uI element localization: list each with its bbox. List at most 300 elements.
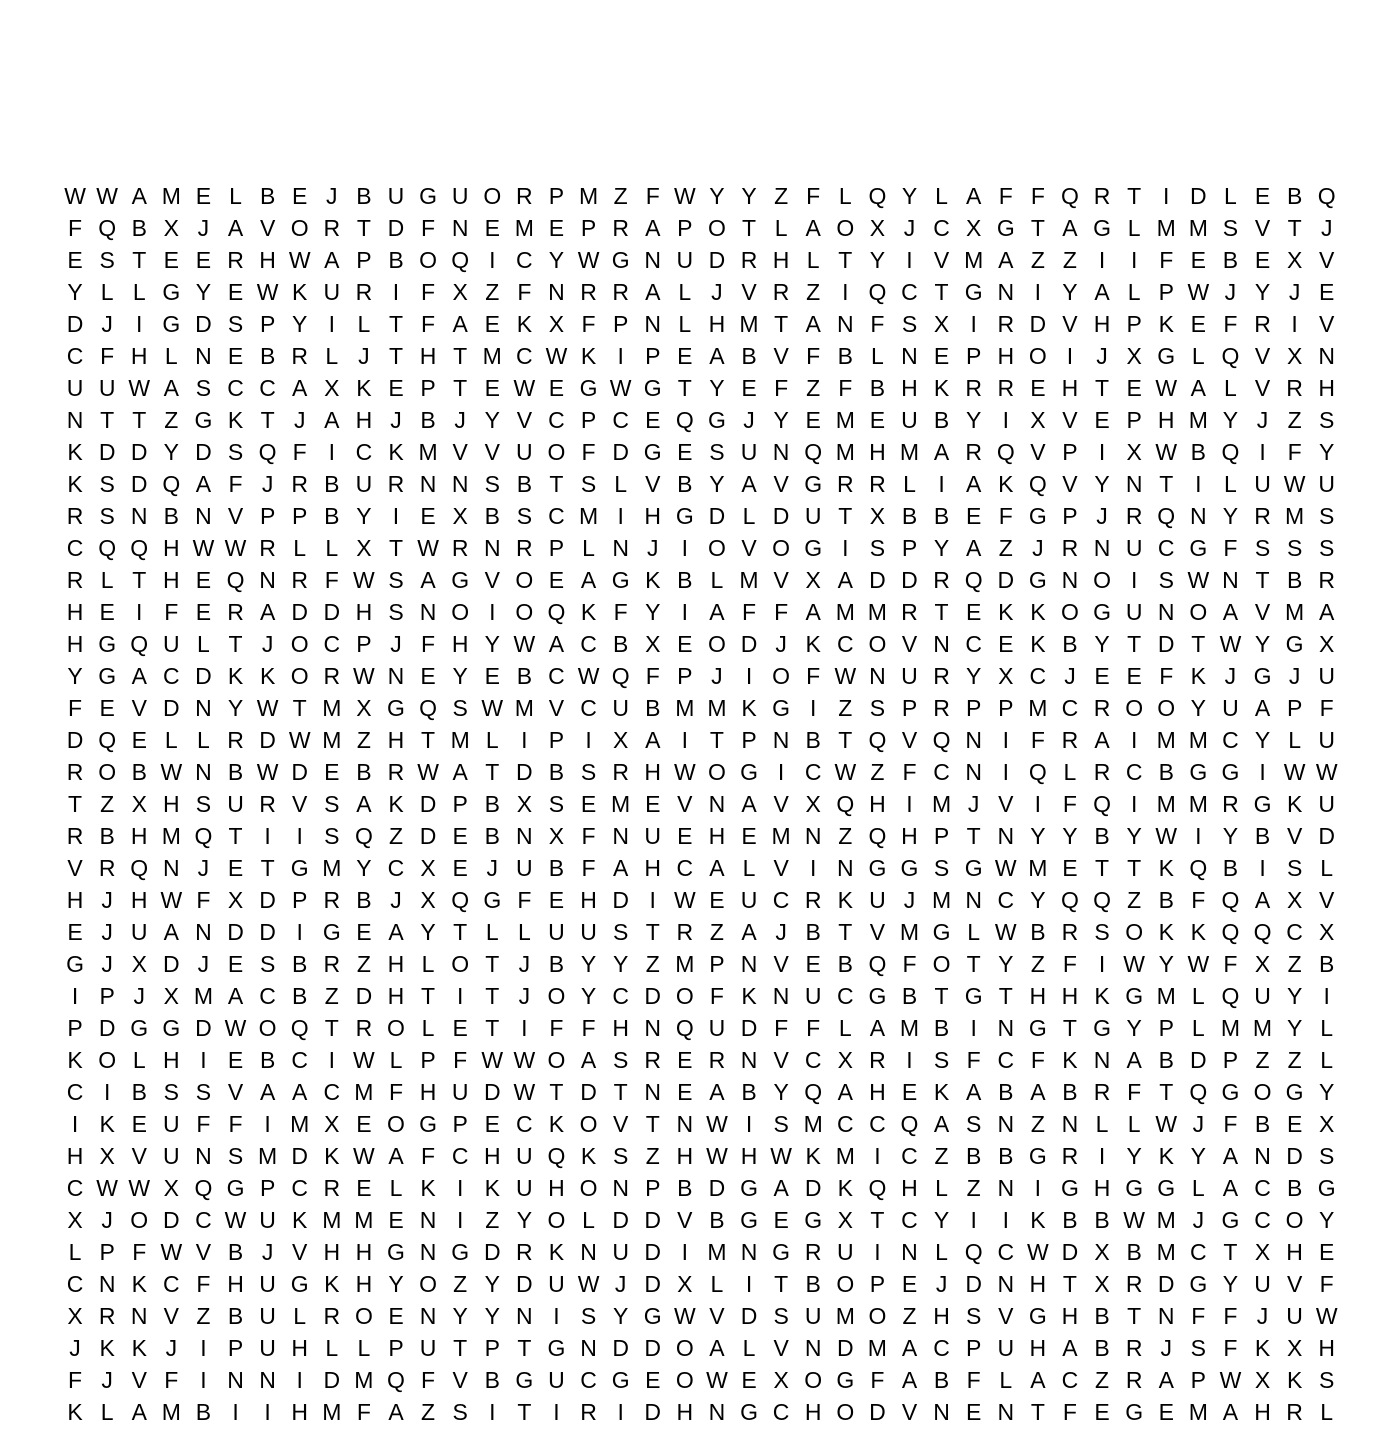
- letter-cell[interactable]: S: [452, 695, 468, 721]
- letter-cell[interactable]: W: [256, 695, 279, 721]
- letter-cell[interactable]: F: [581, 855, 596, 881]
- letter-cell[interactable]: Q: [1189, 1079, 1208, 1105]
- letter-cell[interactable]: J: [711, 279, 723, 305]
- letter-cell[interactable]: V: [292, 791, 308, 817]
- letter-cell[interactable]: M: [258, 1143, 278, 1169]
- letter-cell[interactable]: O: [1061, 599, 1079, 625]
- letter-cell[interactable]: I: [617, 503, 624, 529]
- letter-cell[interactable]: I: [1098, 439, 1106, 465]
- letter-cell[interactable]: Y: [356, 855, 372, 881]
- letter-cell[interactable]: Q: [162, 471, 181, 497]
- letter-cell[interactable]: P: [259, 1175, 276, 1201]
- letter-cell[interactable]: C: [548, 407, 565, 433]
- letter-cell[interactable]: X: [227, 887, 244, 913]
- letter-cell[interactable]: A: [259, 599, 276, 625]
- letter-cell[interactable]: X: [1126, 343, 1142, 369]
- letter-cell[interactable]: S: [933, 855, 950, 881]
- letter-cell[interactable]: H: [740, 1143, 758, 1169]
- letter-cell[interactable]: P: [580, 407, 597, 433]
- letter-cell[interactable]: U: [66, 375, 84, 401]
- letter-cell[interactable]: Y: [1126, 823, 1142, 849]
- letter-cell[interactable]: A: [580, 1047, 597, 1073]
- letter-cell[interactable]: W: [128, 1175, 151, 1201]
- letter-cell[interactable]: N: [965, 887, 982, 913]
- letter-cell[interactable]: E: [1319, 1239, 1335, 1265]
- letter-cell[interactable]: W: [160, 887, 183, 913]
- letter-cell[interactable]: T: [838, 919, 853, 945]
- letter-cell[interactable]: D: [644, 1271, 662, 1297]
- letter-cell[interactable]: S: [195, 1079, 212, 1105]
- letter-cell[interactable]: B: [1222, 247, 1239, 273]
- letter-cell[interactable]: S: [1319, 1367, 1335, 1393]
- letter-cell[interactable]: D: [612, 1335, 629, 1361]
- letter-cell[interactable]: B: [259, 343, 276, 369]
- letter-cell[interactable]: T: [485, 759, 500, 785]
- letter-cell[interactable]: X: [548, 311, 565, 337]
- letter-cell[interactable]: H: [130, 823, 148, 849]
- letter-cell[interactable]: H: [869, 1079, 886, 1105]
- letter-cell[interactable]: B: [741, 343, 757, 369]
- letter-cell[interactable]: M: [1156, 215, 1176, 241]
- letter-cell[interactable]: R: [869, 1047, 886, 1073]
- letter-cell[interactable]: O: [932, 951, 951, 977]
- letter-cell[interactable]: N: [1093, 535, 1111, 561]
- letter-cell[interactable]: D: [66, 311, 84, 337]
- letter-cell[interactable]: Q: [1028, 759, 1047, 785]
- letter-cell[interactable]: A: [966, 183, 982, 209]
- letter-cell[interactable]: F: [1223, 1111, 1238, 1137]
- letter-cell[interactable]: T: [934, 983, 949, 1009]
- letter-cell[interactable]: X: [645, 631, 661, 657]
- letter-cell[interactable]: K: [1190, 663, 1206, 689]
- letter-cell[interactable]: A: [163, 919, 179, 945]
- letter-cell[interactable]: R: [98, 855, 116, 881]
- letter-cell[interactable]: U: [323, 279, 341, 305]
- letter-cell[interactable]: C: [291, 1175, 309, 1201]
- letter-cell[interactable]: D: [1157, 631, 1175, 657]
- letter-cell[interactable]: A: [324, 247, 340, 273]
- letter-cell[interactable]: S: [933, 1047, 950, 1073]
- letter-cell[interactable]: Y: [227, 695, 244, 721]
- letter-cell[interactable]: R: [676, 919, 694, 945]
- letter-cell[interactable]: S: [227, 1143, 244, 1169]
- letter-cell[interactable]: X: [869, 503, 886, 529]
- letter-cell[interactable]: Y: [1222, 407, 1239, 433]
- letter-cell[interactable]: T: [741, 215, 757, 241]
- letter-cell[interactable]: T: [324, 1015, 339, 1041]
- letter-cell[interactable]: K: [1030, 631, 1046, 657]
- letter-cell[interactable]: N: [997, 1015, 1015, 1041]
- letter-cell[interactable]: P: [645, 1175, 661, 1201]
- letter-cell[interactable]: N: [772, 983, 790, 1009]
- letter-cell[interactable]: L: [838, 183, 852, 209]
- letter-cell[interactable]: E: [388, 1207, 404, 1233]
- letter-cell[interactable]: G: [322, 919, 341, 945]
- letter-cell[interactable]: Q: [1061, 183, 1079, 209]
- letter-cell[interactable]: C: [933, 215, 950, 241]
- letter-cell[interactable]: C: [933, 759, 950, 785]
- letter-cell[interactable]: G: [483, 887, 502, 913]
- letter-cell[interactable]: Y: [163, 439, 179, 465]
- letter-cell[interactable]: M: [1188, 215, 1208, 241]
- letter-cell[interactable]: D: [195, 663, 212, 689]
- letter-cell[interactable]: S: [99, 471, 115, 497]
- letter-cell[interactable]: X: [356, 695, 372, 721]
- letter-cell[interactable]: J: [1288, 663, 1301, 689]
- letter-cell[interactable]: P: [1062, 503, 1078, 529]
- letter-cell[interactable]: B: [516, 663, 533, 689]
- letter-cell[interactable]: G: [162, 311, 181, 337]
- letter-cell[interactable]: H: [1318, 1335, 1336, 1361]
- letter-cell[interactable]: M: [835, 407, 855, 433]
- letter-cell[interactable]: W: [160, 1239, 183, 1265]
- letter-cell[interactable]: P: [1222, 1047, 1239, 1073]
- letter-cell[interactable]: D: [483, 1079, 501, 1105]
- letter-cell[interactable]: M: [161, 183, 181, 209]
- letter-cell[interactable]: H: [355, 407, 373, 433]
- letter-cell[interactable]: C: [516, 343, 533, 369]
- letter-cell[interactable]: G: [643, 375, 662, 401]
- letter-cell[interactable]: L: [614, 471, 628, 497]
- letter-cell[interactable]: R: [1125, 1335, 1143, 1361]
- letter-cell[interactable]: F: [100, 343, 115, 369]
- letter-cell[interactable]: H: [419, 343, 437, 369]
- letter-cell[interactable]: G: [1061, 1175, 1079, 1201]
- letter-cell[interactable]: B: [837, 951, 853, 977]
- letter-cell[interactable]: R: [355, 279, 373, 305]
- letter-cell[interactable]: W: [513, 1079, 536, 1105]
- letter-cell[interactable]: X: [933, 311, 950, 337]
- letter-cell[interactable]: F: [132, 1239, 147, 1265]
- letter-cell[interactable]: Q: [868, 823, 887, 849]
- letter-cell[interactable]: Z: [1255, 1047, 1270, 1073]
- letter-cell[interactable]: C: [1254, 1175, 1271, 1201]
- letter-cell[interactable]: M: [482, 343, 502, 369]
- letter-cell[interactable]: F: [1223, 1335, 1238, 1361]
- letter-cell[interactable]: Q: [1093, 887, 1111, 913]
- letter-cell[interactable]: H: [163, 791, 180, 817]
- letter-cell[interactable]: K: [837, 1175, 853, 1201]
- letter-cell[interactable]: W: [545, 343, 568, 369]
- letter-cell[interactable]: Y: [709, 183, 725, 209]
- letter-cell[interactable]: D: [323, 1367, 341, 1393]
- letter-cell[interactable]: N: [163, 855, 180, 881]
- letter-cell[interactable]: K: [67, 1399, 83, 1425]
- letter-cell[interactable]: D: [323, 599, 341, 625]
- letter-cell[interactable]: S: [195, 791, 212, 817]
- letter-cell[interactable]: B: [741, 1079, 757, 1105]
- letter-cell[interactable]: Q: [996, 439, 1015, 465]
- letter-cell[interactable]: G: [1125, 983, 1144, 1009]
- letter-cell[interactable]: V: [1286, 1271, 1303, 1297]
- letter-cell[interactable]: C: [612, 983, 629, 1009]
- letter-cell[interactable]: I: [1130, 247, 1138, 273]
- letter-cell[interactable]: D: [291, 1143, 309, 1169]
- letter-cell[interactable]: W: [256, 759, 279, 785]
- letter-cell[interactable]: N: [66, 407, 84, 433]
- letter-cell[interactable]: B: [548, 855, 565, 881]
- letter-cell[interactable]: A: [837, 567, 853, 593]
- letter-cell[interactable]: R: [933, 695, 950, 721]
- letter-cell[interactable]: Z: [613, 183, 628, 209]
- letter-cell[interactable]: Q: [964, 1239, 983, 1265]
- letter-cell[interactable]: I: [264, 1111, 271, 1137]
- letter-cell[interactable]: E: [484, 215, 500, 241]
- letter-cell[interactable]: H: [676, 1143, 694, 1169]
- letter-cell[interactable]: G: [579, 375, 598, 401]
- letter-cell[interactable]: Z: [164, 407, 179, 433]
- letter-cell[interactable]: V: [452, 1367, 468, 1393]
- letter-cell[interactable]: T: [613, 1079, 628, 1105]
- letter-cell[interactable]: Q: [868, 951, 887, 977]
- letter-cell[interactable]: J: [1256, 407, 1269, 433]
- letter-cell[interactable]: C: [66, 1271, 84, 1297]
- letter-cell[interactable]: A: [131, 663, 147, 689]
- letter-cell[interactable]: J: [261, 1239, 274, 1265]
- letter-cell[interactable]: L: [132, 1047, 146, 1073]
- letter-cell[interactable]: N: [804, 1335, 822, 1361]
- letter-cell[interactable]: N: [740, 1047, 758, 1073]
- letter-cell[interactable]: I: [649, 887, 656, 913]
- letter-cell[interactable]: N: [869, 663, 886, 689]
- letter-cell[interactable]: Z: [806, 375, 821, 401]
- letter-cell[interactable]: N: [1157, 1303, 1175, 1329]
- letter-cell[interactable]: I: [328, 439, 335, 465]
- letter-cell[interactable]: P: [420, 1047, 436, 1073]
- letter-cell[interactable]: U: [869, 887, 886, 913]
- letter-cell[interactable]: T: [485, 1015, 500, 1041]
- letter-cell[interactable]: E: [645, 407, 661, 433]
- letter-cell[interactable]: C: [1157, 535, 1175, 561]
- letter-cell[interactable]: K: [292, 279, 308, 305]
- letter-cell[interactable]: T: [421, 727, 436, 753]
- letter-cell[interactable]: N: [612, 1175, 629, 1201]
- letter-cell[interactable]: B: [677, 1175, 693, 1201]
- letter-cell[interactable]: Q: [1221, 983, 1240, 1009]
- letter-cell[interactable]: L: [1288, 727, 1301, 753]
- letter-cell[interactable]: E: [1190, 247, 1206, 273]
- letter-cell[interactable]: U: [1318, 471, 1336, 497]
- letter-cell[interactable]: B: [548, 759, 565, 785]
- letter-cell[interactable]: O: [515, 567, 534, 593]
- letter-cell[interactable]: S: [227, 439, 244, 465]
- letter-cell[interactable]: D: [644, 1335, 662, 1361]
- letter-cell[interactable]: E: [548, 887, 565, 913]
- letter-cell[interactable]: D: [1157, 1271, 1175, 1297]
- letter-cell[interactable]: Q: [1221, 887, 1240, 913]
- letter-cell[interactable]: D: [1286, 1143, 1303, 1169]
- letter-cell[interactable]: N: [997, 823, 1015, 849]
- letter-cell[interactable]: K: [1030, 599, 1046, 625]
- letter-cell[interactable]: J: [614, 1271, 627, 1297]
- letter-cell[interactable]: O: [804, 1367, 823, 1393]
- letter-cell[interactable]: I: [1098, 247, 1106, 273]
- letter-cell[interactable]: Y: [484, 1303, 500, 1329]
- letter-cell[interactable]: O: [387, 1111, 405, 1137]
- letter-cell[interactable]: H: [644, 855, 662, 881]
- letter-cell[interactable]: S: [1319, 1143, 1335, 1169]
- letter-cell[interactable]: Y: [1190, 1143, 1206, 1169]
- letter-cell[interactable]: N: [259, 567, 276, 593]
- letter-cell[interactable]: M: [161, 1399, 181, 1425]
- letter-cell[interactable]: J: [390, 407, 402, 433]
- letter-cell[interactable]: P: [1158, 1015, 1174, 1041]
- letter-cell[interactable]: Y: [67, 663, 83, 689]
- letter-cell[interactable]: P: [709, 951, 725, 977]
- letter-cell[interactable]: S: [1222, 215, 1239, 241]
- letter-cell[interactable]: S: [612, 919, 629, 945]
- letter-cell[interactable]: R: [1286, 375, 1303, 401]
- letter-cell[interactable]: X: [1126, 439, 1142, 465]
- letter-cell[interactable]: P: [933, 823, 950, 849]
- letter-cell[interactable]: G: [162, 279, 181, 305]
- letter-cell[interactable]: L: [132, 279, 146, 305]
- letter-cell[interactable]: T: [934, 599, 949, 625]
- letter-cell[interactable]: Z: [1062, 247, 1077, 273]
- letter-cell[interactable]: U: [1286, 1303, 1303, 1329]
- letter-cell[interactable]: Z: [1030, 247, 1045, 273]
- letter-cell[interactable]: N: [933, 1399, 950, 1425]
- letter-cell[interactable]: N: [1093, 1047, 1111, 1073]
- letter-cell[interactable]: L: [325, 535, 339, 561]
- letter-cell[interactable]: Q: [868, 279, 887, 305]
- letter-cell[interactable]: G: [1253, 663, 1272, 689]
- letter-cell[interactable]: O: [579, 1175, 598, 1201]
- letter-cell[interactable]: K: [388, 439, 404, 465]
- letter-cell[interactable]: M: [354, 1079, 374, 1105]
- letter-cell[interactable]: S: [99, 247, 115, 273]
- letter-cell[interactable]: N: [612, 823, 629, 849]
- letter-cell[interactable]: R: [259, 791, 276, 817]
- letter-cell[interactable]: C: [1254, 1207, 1271, 1233]
- letter-cell[interactable]: N: [644, 1079, 662, 1105]
- letter-cell[interactable]: P: [901, 535, 918, 561]
- letter-cell[interactable]: E: [452, 823, 468, 849]
- letter-cell[interactable]: J: [454, 407, 466, 433]
- letter-cell[interactable]: H: [901, 1175, 918, 1201]
- letter-cell[interactable]: W: [224, 535, 247, 561]
- letter-cell[interactable]: K: [805, 631, 821, 657]
- letter-cell[interactable]: C: [1029, 663, 1047, 689]
- letter-cell[interactable]: A: [292, 1079, 308, 1105]
- letter-cell[interactable]: P: [548, 535, 565, 561]
- letter-cell[interactable]: G: [98, 631, 117, 657]
- letter-cell[interactable]: F: [1223, 535, 1238, 561]
- letter-cell[interactable]: Q: [1189, 855, 1208, 881]
- letter-cell[interactable]: Q: [1028, 471, 1047, 497]
- letter-cell[interactable]: S: [709, 439, 725, 465]
- letter-cell[interactable]: Z: [998, 535, 1013, 561]
- letter-cell[interactable]: Y: [580, 951, 597, 977]
- letter-cell[interactable]: L: [838, 1015, 852, 1041]
- letter-cell[interactable]: K: [837, 887, 853, 913]
- letter-cell[interactable]: A: [837, 1079, 853, 1105]
- letter-cell[interactable]: M: [707, 695, 727, 721]
- letter-cell[interactable]: N: [997, 1271, 1015, 1297]
- letter-cell[interactable]: F: [581, 311, 596, 337]
- letter-cell[interactable]: Y: [452, 1303, 468, 1329]
- letter-cell[interactable]: V: [163, 1303, 179, 1329]
- letter-cell[interactable]: T: [356, 215, 371, 241]
- letter-cell[interactable]: B: [227, 759, 244, 785]
- letter-cell[interactable]: B: [1286, 1175, 1303, 1201]
- letter-cell[interactable]: B: [933, 1015, 950, 1041]
- letter-cell[interactable]: N: [740, 1239, 758, 1265]
- letter-cell[interactable]: I: [745, 663, 753, 689]
- letter-cell[interactable]: G: [1028, 1143, 1047, 1169]
- letter-cell[interactable]: F: [421, 311, 436, 337]
- letter-cell[interactable]: M: [899, 1015, 920, 1041]
- letter-cell[interactable]: W: [417, 535, 439, 561]
- letter-cell[interactable]: A: [259, 1079, 276, 1105]
- letter-cell[interactable]: W: [64, 183, 86, 209]
- letter-cell[interactable]: D: [163, 951, 180, 977]
- letter-cell[interactable]: L: [742, 855, 756, 881]
- letter-cell[interactable]: F: [1062, 1399, 1077, 1425]
- letter-cell[interactable]: F: [613, 599, 628, 625]
- letter-cell[interactable]: U: [1318, 791, 1336, 817]
- letter-cell[interactable]: M: [193, 983, 213, 1009]
- letter-cell[interactable]: H: [1061, 983, 1079, 1009]
- letter-cell[interactable]: N: [676, 1111, 694, 1137]
- letter-cell[interactable]: Q: [547, 1143, 566, 1169]
- letter-cell[interactable]: N: [1254, 1143, 1271, 1169]
- letter-cell[interactable]: A: [773, 1175, 789, 1201]
- letter-cell[interactable]: H: [387, 951, 405, 977]
- letter-cell[interactable]: T: [838, 503, 853, 529]
- letter-cell[interactable]: N: [195, 1143, 212, 1169]
- letter-cell[interactable]: D: [259, 887, 276, 913]
- letter-cell[interactable]: S: [1319, 535, 1335, 561]
- letter-cell[interactable]: J: [486, 855, 499, 881]
- letter-cell[interactable]: T: [838, 727, 853, 753]
- letter-cell[interactable]: B: [259, 183, 276, 209]
- letter-cell[interactable]: M: [771, 823, 791, 849]
- letter-cell[interactable]: U: [1318, 663, 1336, 689]
- letter-cell[interactable]: H: [772, 247, 790, 273]
- letter-cell[interactable]: P: [966, 343, 982, 369]
- letter-cell[interactable]: H: [387, 727, 405, 753]
- letter-cell[interactable]: D: [130, 471, 148, 497]
- letter-cell[interactable]: I: [296, 823, 303, 849]
- letter-cell[interactable]: D: [965, 1271, 982, 1297]
- letter-cell[interactable]: E: [805, 951, 821, 977]
- letter-cell[interactable]: B: [548, 951, 565, 977]
- letter-cell[interactable]: A: [1062, 1335, 1078, 1361]
- letter-cell[interactable]: C: [901, 1143, 918, 1169]
- letter-cell[interactable]: D: [1061, 1239, 1079, 1265]
- letter-cell[interactable]: F: [1287, 439, 1302, 465]
- letter-cell[interactable]: M: [322, 1399, 342, 1425]
- letter-cell[interactable]: L: [1095, 1111, 1109, 1137]
- letter-cell[interactable]: Y: [484, 407, 500, 433]
- letter-cell[interactable]: T: [453, 1335, 468, 1361]
- letter-cell[interactable]: Y: [292, 311, 308, 337]
- letter-cell[interactable]: L: [100, 279, 114, 305]
- letter-cell[interactable]: Z: [388, 823, 404, 849]
- letter-cell[interactable]: G: [1285, 1079, 1304, 1105]
- letter-cell[interactable]: T: [1127, 1303, 1142, 1329]
- letter-cell[interactable]: Y: [1062, 279, 1078, 305]
- letter-cell[interactable]: Y: [1030, 823, 1046, 849]
- letter-cell[interactable]: R: [66, 503, 84, 529]
- letter-cell[interactable]: W: [1027, 1239, 1049, 1265]
- letter-cell[interactable]: C: [933, 1335, 950, 1361]
- letter-cell[interactable]: W: [513, 1047, 536, 1073]
- letter-cell[interactable]: U: [644, 823, 662, 849]
- letter-cell[interactable]: V: [773, 951, 789, 977]
- letter-cell[interactable]: Y: [1222, 503, 1239, 529]
